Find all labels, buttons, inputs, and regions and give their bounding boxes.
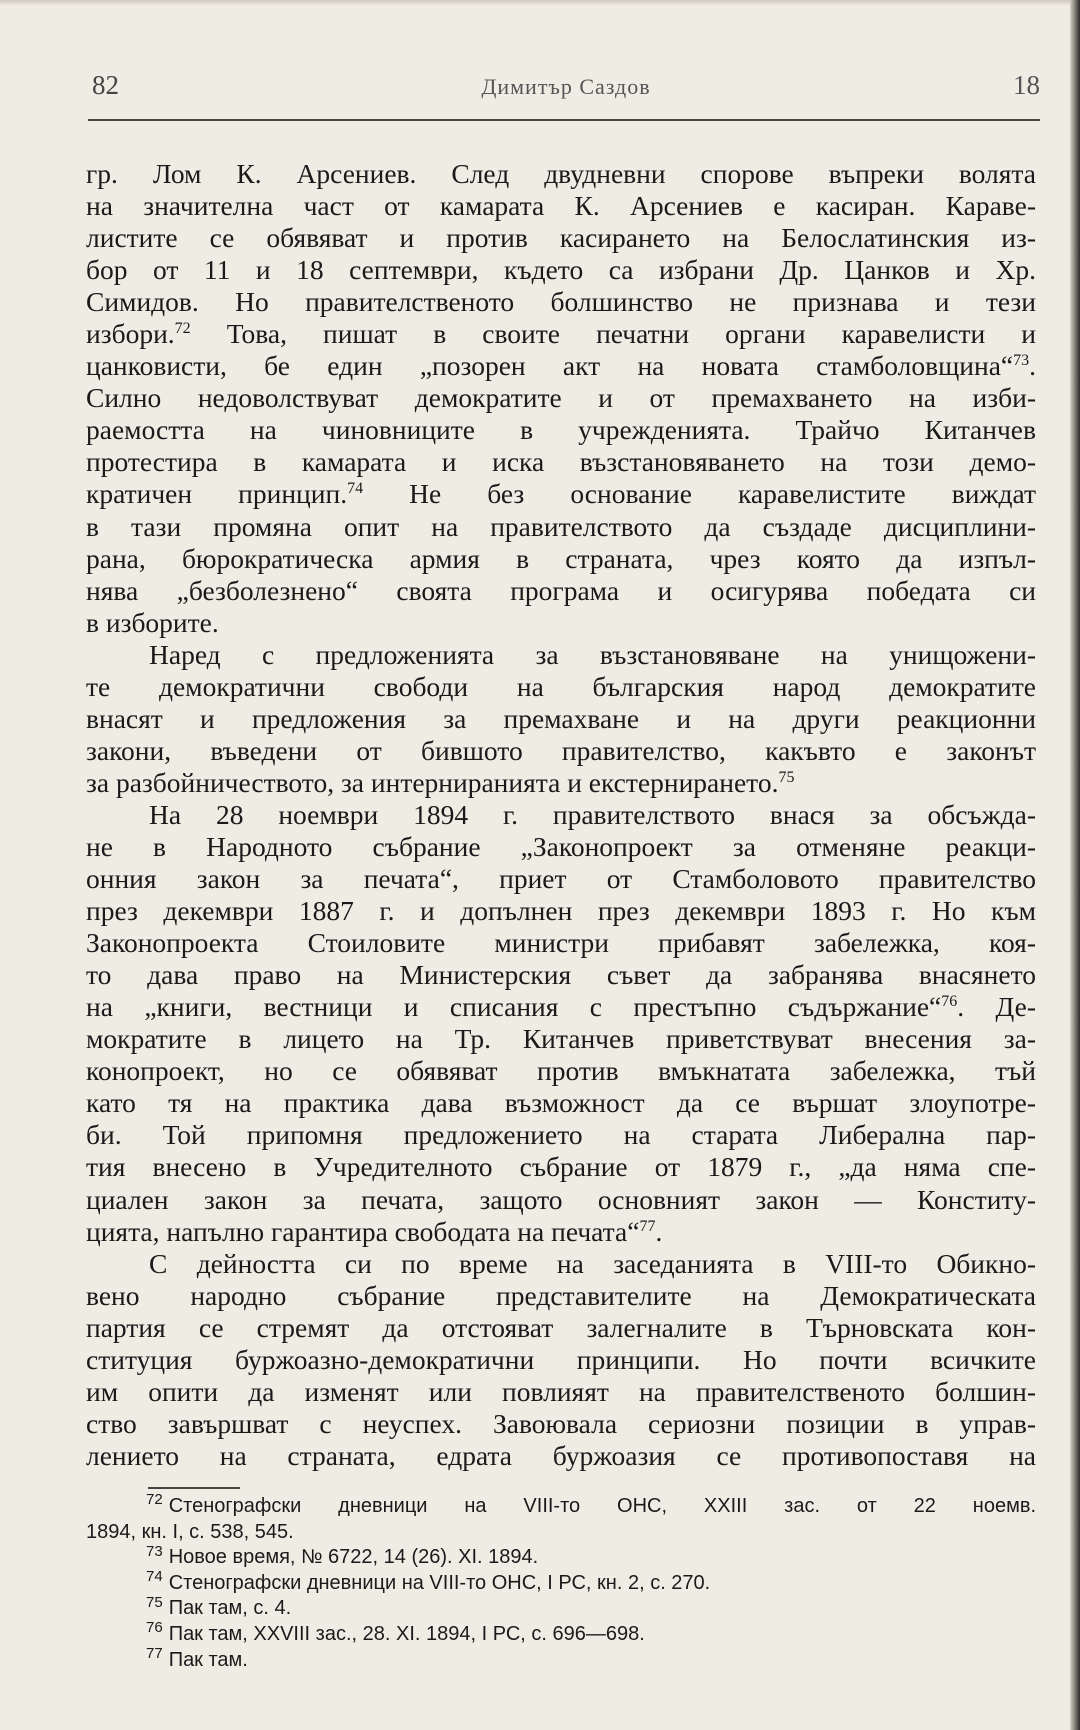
line-text: листите се обявяват и против касирането на Белослатинския из- xyxy=(86,222,1036,254)
line-text: закони, въведени от бившото правителство, какъвто е законът xyxy=(86,734,1036,766)
text-line xyxy=(86,1344,1036,1376)
line-text: Симидов. Но правителственото болшинство не признава и тези xyxy=(86,286,1036,318)
footnote xyxy=(86,1545,1036,1571)
line-text-continued: Това, пишат в своите печатни органи каравелисти и xyxy=(190,318,1036,350)
text-line xyxy=(86,158,1036,190)
line-text-continued: . Де- xyxy=(957,991,1036,1023)
line-text: ство завършват с неуспех. Завоювала сериозни позиции в управ- xyxy=(86,1407,1036,1439)
footnote xyxy=(86,1622,1036,1648)
text-line xyxy=(86,511,1036,543)
footnotes xyxy=(86,1494,1036,1673)
line-text: циален закон за печата, защото основният закон — Конститу- xyxy=(86,1183,1036,1215)
text-line xyxy=(86,190,1036,222)
line-text: конопроект, но се обявяват против вмъкнатата забележка, тъй xyxy=(86,1055,1036,1087)
text-line xyxy=(86,1280,1036,1312)
footnote xyxy=(86,1596,1036,1622)
text-line xyxy=(86,350,1036,382)
text-line xyxy=(86,703,1036,735)
text-line xyxy=(86,799,1036,831)
text-line xyxy=(86,1087,1036,1119)
line-text: рана, бюрократическа армия в страната, чрез която да изпъл- xyxy=(86,542,1036,574)
text-line xyxy=(86,735,1036,767)
text-line xyxy=(86,1440,1036,1472)
line-text: цанковисти, бе един „позорен акт на новата стамболовщина“ xyxy=(86,350,1014,382)
text-line xyxy=(86,639,1036,671)
footnote-number: 74 xyxy=(146,1570,163,1586)
text-line xyxy=(86,1055,1036,1087)
line-text: би. Той припомня предложението на старата Либерална пар- xyxy=(86,1119,1036,1151)
text-line xyxy=(86,607,1036,639)
footnote-text: Пак там, XXVIII зас., 28. XI. 1894, I РС, с. 696—698. xyxy=(168,1622,645,1645)
footnote-text: Стенографски дневници на VIII-то ОНС, I РС, кн. 2, с. 270. xyxy=(168,1571,711,1594)
footnote-text: Стенографски дневници на VIII-то ОНС, XXIII зас. от 22 ноемв. xyxy=(168,1495,1036,1517)
text-line xyxy=(86,478,1036,510)
line-text: те демократични свободи на българския народ демократите xyxy=(86,670,1036,702)
text-line xyxy=(86,959,1036,991)
line-text: им опити да изменят или повлияят на правителственото болшин- xyxy=(86,1375,1036,1407)
line-text: протестира в камарата и иска възстановяването на този демо- xyxy=(86,446,1036,478)
running-title: Димитър Саздов xyxy=(481,74,651,99)
page-header xyxy=(92,70,1040,110)
line-text: С дейността си по време на заседанията в VIII-то Обикно- xyxy=(149,1247,1036,1279)
line-text: то дава право на Министерския съвет да забранява внасянето xyxy=(86,959,1036,991)
text-line xyxy=(86,1312,1036,1344)
footnote-number: 77 xyxy=(146,1647,163,1662)
line-text: гр. Лом К. Арсениев. След двудневни спорове въпреки волята xyxy=(86,158,1036,189)
footnote-reference[interactable]: 77 xyxy=(639,1217,656,1235)
footnote-reference[interactable]: 72 xyxy=(174,320,191,338)
footnote-rule xyxy=(148,1487,240,1489)
footnote-number: 76 xyxy=(146,1621,163,1637)
page-number: 82 xyxy=(92,70,119,100)
page-top-shadow xyxy=(0,0,1080,6)
line-text: лението на страната, едрата буржоазия се противопоставя на xyxy=(86,1439,1036,1471)
footnote-reference[interactable]: 75 xyxy=(778,768,795,786)
text-line xyxy=(86,318,1036,350)
footnote xyxy=(86,1520,1036,1546)
line-text: избори. xyxy=(86,318,175,350)
text-line xyxy=(86,1023,1036,1055)
line-text: не в Народното събрание „Законопроект за отменяне реакци- xyxy=(86,830,1036,862)
header-rule xyxy=(88,119,1040,121)
text-line xyxy=(86,767,1036,799)
text-line xyxy=(86,863,1036,895)
chapter-number: 18 xyxy=(1013,70,1040,100)
text-line xyxy=(86,1151,1036,1183)
text-line xyxy=(86,671,1036,703)
line-text: през декември 1887 г. и допълнен през декември 1893 г. Но към xyxy=(86,895,1036,927)
line-text: за разбойничеството, за интерниранията и екстернирането. xyxy=(86,766,779,798)
line-text: Наред с предложенията за възстановяване на унищожени- xyxy=(149,638,1036,670)
footnote-text: Пак там, с. 4. xyxy=(168,1597,292,1620)
footnote-text: Пак там. xyxy=(168,1648,248,1671)
text-line xyxy=(86,927,1036,959)
body-text xyxy=(86,158,1036,1472)
text-line xyxy=(86,1119,1036,1151)
line-text: партия се стремят да отстояват залегналите в Търновската кон- xyxy=(86,1311,1036,1343)
text-line xyxy=(86,382,1036,414)
text-line xyxy=(86,575,1036,607)
text-line xyxy=(86,286,1036,318)
page-edge xyxy=(1070,0,1080,1730)
text-line xyxy=(86,831,1036,863)
line-text: внасят и предложения за премахване и на други реакционни xyxy=(86,702,1036,734)
line-text: Законопроекта Стоиловите министри прибавят забележка, коя- xyxy=(86,927,1036,959)
line-text: Силно недоволствуват демократите и от премахването на изби- xyxy=(86,382,1036,414)
line-text: тия внесено в Учредителното събрание от 1879 г., „да няма спе- xyxy=(86,1151,1036,1183)
footnote xyxy=(86,1494,1036,1520)
footnote-text: Новое время, № 6722, 14 (26). XI. 1894. xyxy=(168,1546,539,1569)
text-line xyxy=(86,991,1036,1023)
line-text: като тя на практика дава възможност да се вършат злоупотре- xyxy=(86,1087,1036,1119)
text-line xyxy=(86,254,1036,286)
footnote-reference[interactable]: 73 xyxy=(1013,352,1030,370)
line-text-continued: . xyxy=(1029,350,1036,382)
line-text: раемостта на чиновниците в учрежденията. Трайчо Китанчев xyxy=(86,414,1036,446)
line-text: в изборите. xyxy=(86,606,219,638)
line-text: вено народно събрание представителите на Демократическата xyxy=(86,1279,1036,1311)
line-text-continued: . xyxy=(655,1215,663,1247)
footnote-number: 73 xyxy=(146,1545,163,1560)
text-line xyxy=(86,543,1036,575)
line-text: На 28 ноември 1894 г. правителството внася за обсъжда- xyxy=(149,798,1036,830)
line-text: ституция буржоазно-демократични принципи. Но почти всичките xyxy=(86,1343,1036,1375)
line-text: бор от 11 и 18 септември, където са избрани Др. Цанков и Хр. xyxy=(86,254,1036,286)
line-text: в тази промяна опит на правителството да създаде дисциплини- xyxy=(86,510,1036,542)
line-text: онния закон за печата“, приет от Стамболовото правителство xyxy=(86,863,1036,895)
text-line xyxy=(86,1408,1036,1440)
line-text: нява „безболезнено“ своята програма и осигурява победата си xyxy=(86,574,1036,606)
text-line xyxy=(86,1376,1036,1408)
line-text: мократите в лицето на Тр. Китанчев приветствуват внесения за- xyxy=(86,1023,1036,1055)
line-text: цията, напълно гарантира свободата на печата“ xyxy=(86,1215,640,1247)
text-line xyxy=(86,414,1036,446)
footnote-number: 75 xyxy=(146,1596,163,1611)
footnote-number: 72 xyxy=(146,1494,163,1509)
footnote-reference[interactable]: 76 xyxy=(941,993,958,1011)
text-line xyxy=(86,895,1036,927)
line-text: на значителна част от камарата К. Арсениев е касиран. Караве- xyxy=(86,190,1036,222)
text-line xyxy=(86,446,1036,478)
text-line xyxy=(86,222,1036,254)
footnote-text: 1894, кн. I, с. 538, 545. xyxy=(86,1520,294,1543)
line-text: на „книги, вестници и списания с престъпно съдържание“ xyxy=(86,991,942,1023)
line-text: кратичен принцип. xyxy=(86,478,348,510)
text-line xyxy=(86,1248,1036,1280)
line-text-continued: Не без основание каравелистите виждат xyxy=(363,478,1036,510)
footnote xyxy=(86,1648,1036,1674)
footnote xyxy=(86,1571,1036,1597)
footnote-reference[interactable]: 74 xyxy=(347,480,364,498)
text-line xyxy=(86,1184,1036,1216)
text-line xyxy=(86,1216,1036,1248)
